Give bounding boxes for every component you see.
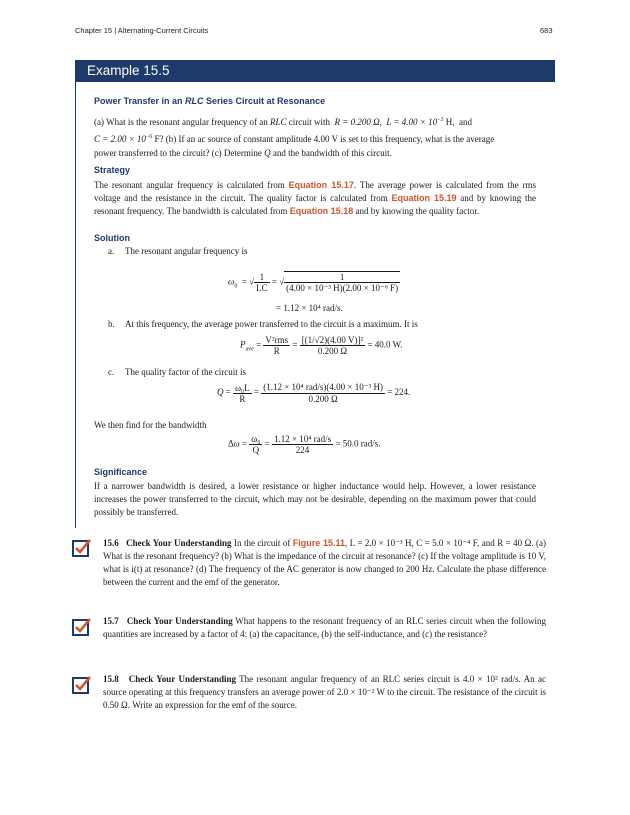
- solution-b-text: At this frequency, the average power transferred to the circuit is a maximum. It is: [125, 319, 418, 329]
- equation-c: Q = $\frac{\text{ω₀L}}{R}$ = $\frac{\text{(1.12 × 10⁴ rad/s)(4.00 × 10⁻³ H)}}{0.200 \Omega}$ = 224.: [217, 382, 411, 404]
- solution-a-label: a.: [108, 246, 115, 256]
- significance-heading: Significance: [94, 467, 148, 477]
- example-banner: Example 15.5: [75, 60, 555, 82]
- link-equation-15-18[interactable]: Equation 15.18: [289, 206, 354, 216]
- equation-a: $\omega_0$ = √ $\frac{1}{LC}$ = √ $\frac{1}{\text{(4.00 × 10⁻³ H)(2.00 × 10⁻⁶ F)}}$: [228, 272, 399, 293]
- page-number: 683: [540, 26, 553, 35]
- link-equation-15-17[interactable]: Equation 15.17: [288, 180, 354, 190]
- problem-line-3: power transferred to the circuit? (c) Determine Q and the bandwidth of this circuit.: [94, 148, 392, 158]
- solution-c-label: c.: [108, 367, 115, 377]
- solution-a-text: The resonant angular frequency is: [125, 246, 248, 256]
- equation-d: Δω = $\frac{\text{ω₀}}{Q}$ = $\frac{\text{1.12 × 10⁴ rad/s}}{224}$ = 50.0 rad/s.: [228, 434, 381, 455]
- problem-line-2: $C = 2.00 \times 10^{-6}$ F? (b) If an ac source of constant amplitude 4.00 V is set to this frequency, what is the average: [94, 134, 495, 144]
- bandwidth-intro: We then find for the bandwidth: [94, 420, 207, 430]
- checkbox-icon: [72, 538, 92, 563]
- check-understanding-15-6: 15.6 Check Your Understanding In the circuit of Figure 15.11, L = 2.0 × 10⁻³ H, C = 5.0 × 10⁻⁴ F, and R = 40 Ω. (a) What is the resonant frequency? (b) What is the impedance of the circuit at resonance? (c) If the voltage amplitude is 10 V, what is i(t) at resonance? (d) The frequency of the AC generator is now changed to 200 Hz. Calculate the phase difference between the current and the emf of the generator.: [103, 538, 547, 587]
- solution-c-text: The quality factor of the circuit is: [125, 367, 246, 377]
- checkbox-icon: [72, 675, 92, 700]
- equation-b: $P_{ave}$ = $\frac{\text{V²rms}}{R}$ = $\frac{\text{[(1/√2)(4.00 V)]²}}{0.200 \Omega}$ = 40.0 W.: [240, 335, 403, 356]
- strategy-heading: Strategy: [94, 165, 131, 175]
- link-equation-15-19[interactable]: Equation 15.19: [391, 193, 457, 203]
- checkbox-icon: [72, 617, 92, 642]
- example-title: Power Transfer in an RLC Series Circuit at Resonance: [94, 96, 326, 106]
- link-figure-15-11[interactable]: Figure 15.11: [292, 538, 346, 548]
- strategy-paragraph: The resonant angular frequency is calculated from Equation 15.17. The average power is calculated from the rms voltage and the resistance in the circuit. The quality factor is calculated from Equation 15.19 and by knowing the resonant frequency. The bandwidth is calculated from Equation 15.18 and by knowing the quality factor.: [94, 180, 537, 216]
- running-header-chapter: Chapter 15 | Alternating-Current Circuits: [75, 26, 209, 35]
- problem-line-1: (a) What is the resonant angular frequency of an RLC circuit with R = 0.200 Ω, $L = 4.00 \times 10^{-3}$ H, and: [94, 117, 473, 127]
- significance-paragraph: If a narrower bandwidth is desired, a lower resistance or higher inductance would help. However, a lower resistance increases the power transferred to the circuit, which may not be desirable, depending on the maximum power that could possibly be transferred.: [94, 481, 537, 517]
- solution-heading: Solution: [94, 233, 130, 243]
- example-left-rule: [75, 82, 76, 528]
- check-understanding-15-8: 15.8 Check Your Understanding The resonant angular frequency of an RLC series circuit is 4.0 × 10² rad/s. An ac source operating at this frequency transfers an average power of 2.0 × 10⁻² W to the circuit. The resistance of the circuit is 0.50 Ω. Write an expression for the emf of the source.: [103, 674, 547, 710]
- check-understanding-15-7: 15.7 Check Your Understanding What happens to the resonant frequency of an RLC series circuit when the following quantities are increased by a factor of 4: (a) the capacitance, (b) the self-inductance, and (c) the resistance?: [103, 616, 547, 639]
- solution-b-label: b.: [108, 319, 115, 329]
- equation-a-result: = 1.12 × 10⁴ rad/s.: [276, 303, 343, 313]
